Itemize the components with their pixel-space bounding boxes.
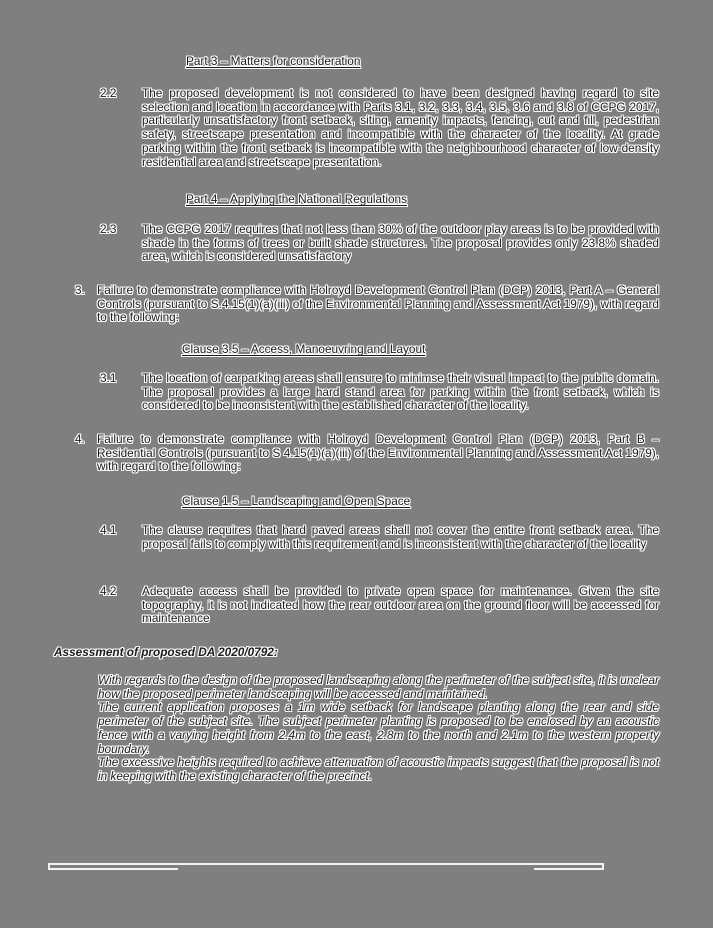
assessment-paragraph-2: The current application proposes a 1m wide setback for landscape planting along the rear and side perimeter of the subject site. The subject perimeter planting is proposed to be enclosed by an acoustic fence with a varying height from 2.4m to the east, 2.8m to the north and 2.1m to the western property boundary. [98, 700, 659, 756]
item-text-4: Failure to demonstrate compliance with Holroyd Development Control Plan (DCP) 2013, Part B – Residential Controls (pursuant to S 4.15(1)(a)(iii) of the Environmental Planning and Assessment Act 1979), with regard to the following: [97, 432, 659, 474]
clause-heading-1-5: Clause 1.5 – Landscaping and Open Space [182, 494, 411, 508]
item-number-3: 3. [75, 283, 85, 297]
footnote-separator-main-line [48, 863, 603, 865]
item-text-3: Failure to demonstrate compliance with Holroyd Development Control Plan (DCP) 2013, Part A – General Controls (pursuant to S.4.15(1)(a)(iii) of the Environmental Planning and Assessment Act 1979), with regard to the following: [97, 283, 659, 325]
item-number-2-3: 2.3 [100, 222, 117, 236]
item-number-4-1: 4.1 [100, 523, 117, 537]
item-text-4-2: Adequate access shall be provided to private open space for maintenance. Given the site topography, it is not indicated how the rear outdoor area on the ground floor will be accessed for maintenance [142, 584, 659, 626]
footnote-separator-left-underline [48, 868, 178, 870]
section-heading-part3: Part 3 – Matters for consideration [186, 54, 361, 68]
clause-heading-3-5: Clause 3.5 – Access, Manoeuvring and Layout [182, 342, 426, 356]
assessment-paragraph-1: With regards to the design of the proposed landscaping along the perimeter of the subject site, it is unclear how the proposed perimeter landscaping will be accessed and maintained. [98, 673, 659, 701]
item-text-4-1: The clause requires that hard paved areas shall not cover the entire front setback area. The proposal fails to comply with this requirement and is inconsistent with the character of the locality [142, 523, 659, 551]
item-text-2-2: The proposed development is not considered to have been designed having regard to site selection and location in accordance with Parts 3.1, 3.2, 3.3, 3.4, 3.5, 3.6 and 3.8 of CCPG 2017, particularly unsatisfactory front setback, siting, amenity impacts, fencing, cut and fill, pedestrian safety, streetscape presentation and incompatible with the character of the locality. At grade parking within the front setback is incompatible with the neighbourhood character of low-density residential area and streetscape presentation. [142, 86, 659, 169]
assessment-heading: Assessment of proposed DA 2020/0792: [54, 645, 278, 659]
assessment-body [98, 674, 659, 784]
item-text-2-3: The CCPG 2017 requires that not less than 30% of the outdoor play areas is to be provided with shade in the forms of trees or built shade structures. The proposal provides only 23.8% shaded area, which is considered unsatisfactory [142, 222, 659, 264]
item-number-3-1: 3.1 [100, 371, 117, 385]
section-heading-part4: Part 4 – Applying the National Regulations [186, 192, 408, 206]
assessment-paragraph-3: The excessive heights required to achieve attenuation of acoustic impacts suggest that the proposal is not in keeping with the existing character of the precinct. [98, 755, 659, 783]
item-number-2-2: 2.2 [100, 86, 117, 100]
item-number-4-2: 4.2 [100, 584, 117, 598]
footnote-separator-right-underline [534, 868, 604, 870]
item-text-3-1: The location of carparking areas shall ensure to minimse their visual impact to the public domain. The proposal provides a large hard stand area for parking within the front setback, which is considered to be inconsistent with the established character of the locality. [142, 371, 659, 413]
footnote-separator-right-tick [602, 863, 604, 870]
item-number-4: 4. [75, 432, 85, 446]
